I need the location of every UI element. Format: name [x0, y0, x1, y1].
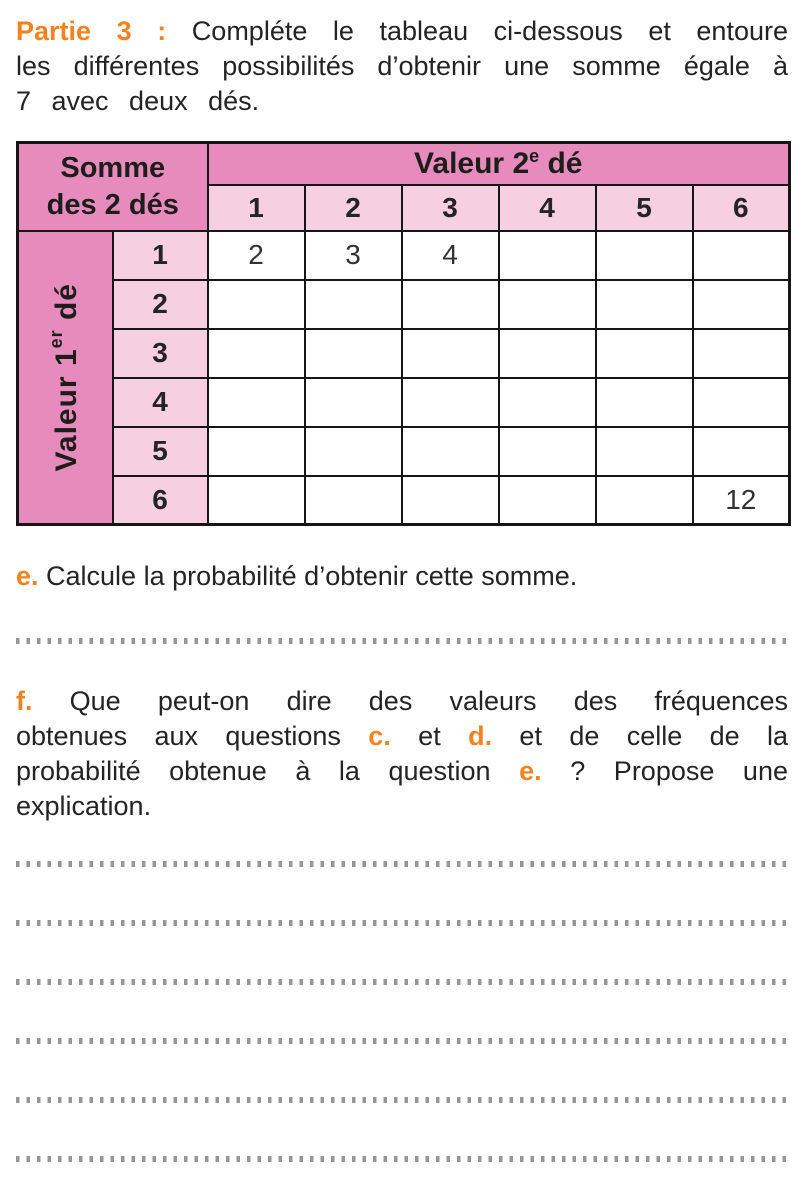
question-f	[16, 684, 788, 824]
row-group-text	[46, 283, 84, 471]
grid-cell-r2c2	[305, 280, 402, 329]
row-header-4: 4	[113, 378, 208, 427]
grid-cell-r4c6	[693, 378, 790, 427]
intro-text: Compléte le tableau ci-dessous et entoure les différentes possibilités d’obtenir une somme égale à 7 avec deux dés.	[16, 16, 788, 116]
part-label: Partie 3 :	[16, 16, 167, 46]
grid-cell-r6c6: 12	[693, 476, 790, 525]
question-f-text-1: Que peut-on dire des valeurs des fréquences obtenues aux questions	[16, 686, 788, 751]
grid-cell-r6c5	[596, 476, 693, 525]
row-header-3: 3	[113, 329, 208, 378]
grid-cell-r1c3: 4	[402, 231, 499, 280]
answer-line-f6	[16, 1156, 788, 1162]
grid-cell-r2c1	[208, 280, 305, 329]
answer-line-f5	[16, 1097, 788, 1103]
col-header-4: 4	[499, 185, 596, 231]
grid-cell-r6c3	[402, 476, 499, 525]
grid-cell-r2c4	[499, 280, 596, 329]
grid-cell-r3c4	[499, 329, 596, 378]
grid-cell-r4c2	[305, 378, 402, 427]
question-f-text-4: ? Propose une explication.	[16, 756, 788, 821]
corner-header-line2: des 2 dés	[46, 188, 179, 221]
grid-cell-r4c4	[499, 378, 596, 427]
grid-cell-r1c4	[499, 231, 596, 280]
grid-cell-r5c5	[596, 427, 693, 476]
grid-cell-r1c5	[596, 231, 693, 280]
question-e-label: e.	[16, 561, 39, 591]
grid-cell-r2c3	[402, 280, 499, 329]
grid-cell-r3c1	[208, 329, 305, 378]
answer-line-f4	[16, 1038, 788, 1044]
grid-cell-r3c3	[402, 329, 499, 378]
grid-cell-r2c5	[596, 280, 693, 329]
grid-cell-r3c6	[693, 329, 790, 378]
row-group-header	[18, 231, 113, 525]
corner-header	[18, 143, 208, 231]
row-header-2: 2	[113, 280, 208, 329]
col-group-sup: e	[529, 146, 540, 167]
grid-cell-r4c3	[402, 378, 499, 427]
answer-line-f3	[16, 979, 788, 985]
question-c-ref: c.	[368, 721, 391, 751]
question-e-text: Calcule la probabilité d’obtenir cette somme.	[38, 561, 578, 591]
col-group-prefix: Valeur 2	[414, 147, 530, 181]
corner-header-line1: Somme	[60, 151, 166, 184]
grid-cell-r6c1	[208, 476, 305, 525]
col-header-5: 5	[596, 185, 693, 231]
col-header-6: 6	[693, 185, 790, 231]
answer-line-e	[16, 638, 788, 644]
row-header-5: 5	[113, 427, 208, 476]
question-f-text-3: et de celle de la probabilité obtenue à la question	[16, 721, 789, 786]
dice-sum-table	[16, 141, 791, 526]
grid-cell-r4c5	[596, 378, 693, 427]
grid-cell-r6c4	[499, 476, 596, 525]
grid-cell-r6c2	[305, 476, 402, 525]
question-e-ref: e.	[519, 756, 542, 786]
answer-line-f2	[16, 920, 788, 926]
question-f-label: f.	[16, 686, 33, 716]
question-f-text-2: et	[390, 721, 469, 751]
question-d-ref: d.	[468, 721, 493, 751]
row-group-sup: er	[46, 329, 67, 349]
row-header-6: 6	[113, 476, 208, 525]
answer-line-f1	[16, 861, 788, 867]
grid-cell-r1c6	[693, 231, 790, 280]
row-group-prefix: Valeur 1	[50, 348, 84, 472]
grid-cell-r2c6	[693, 280, 790, 329]
row-header-1: 1	[113, 231, 208, 280]
grid-cell-r1c2: 3	[305, 231, 402, 280]
grid-cell-r1c1: 2	[208, 231, 305, 280]
col-header-2: 2	[305, 185, 402, 231]
intro-paragraph	[16, 14, 788, 119]
answer-lines-f	[16, 861, 788, 1162]
grid-cell-r5c3	[402, 427, 499, 476]
col-header-1: 1	[208, 185, 305, 231]
grid-cell-r5c2	[305, 427, 402, 476]
grid-cell-r5c1	[208, 427, 305, 476]
col-header-3: 3	[402, 185, 499, 231]
grid-cell-r5c6	[693, 427, 790, 476]
question-e	[16, 559, 788, 594]
col-group-suffix: dé	[539, 147, 583, 181]
grid-cell-r4c1	[208, 378, 305, 427]
row-group-suffix: dé	[50, 283, 84, 330]
col-group-header	[208, 143, 790, 185]
grid-cell-r5c4	[499, 427, 596, 476]
grid-cell-r3c2	[305, 329, 402, 378]
grid-cell-r3c5	[596, 329, 693, 378]
